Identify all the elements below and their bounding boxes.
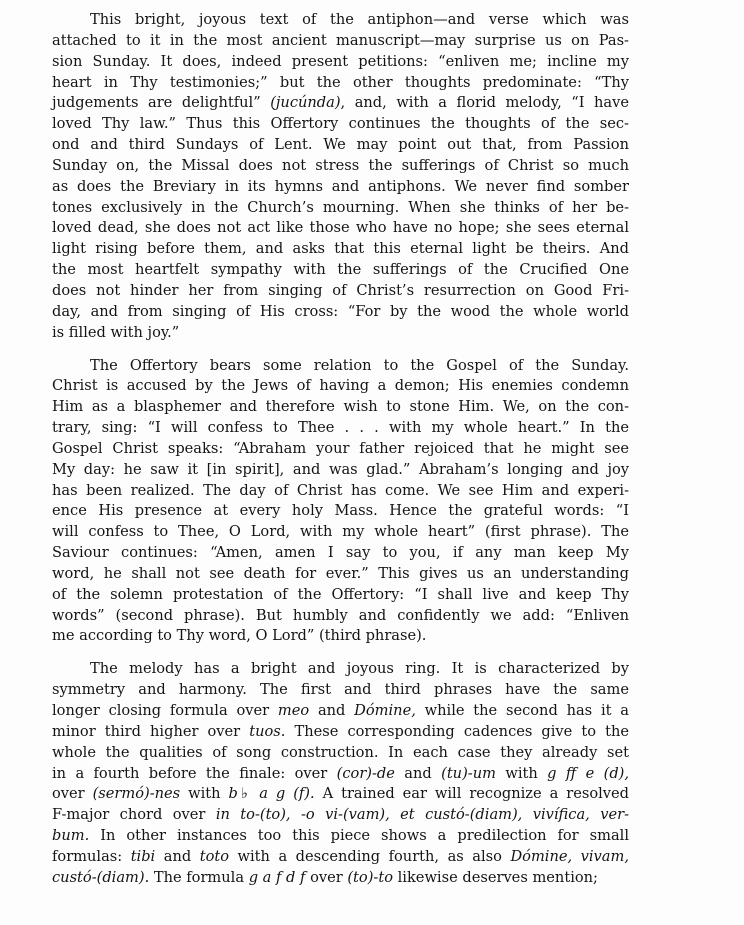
- text-line: [52, 356, 629, 377]
- text-span: attached to it in the most ancient manuscript—may surprise us on Pas-: [52, 31, 629, 49]
- text-line: [52, 606, 629, 627]
- text-line: [52, 218, 629, 239]
- text-span: Him as a blasphemer and therefore wish to stone Him. We, on the con-: [52, 398, 629, 416]
- text-line: [52, 460, 629, 481]
- text-span: whole the qualities of song construction. In each case they already set: [52, 743, 629, 761]
- text-span: with a descending fourth, as also: [229, 847, 511, 865]
- text-line: [52, 784, 629, 805]
- text-line: [52, 10, 629, 31]
- text-span: over: [52, 785, 93, 803]
- text-span: tones exclusively in the Church’s mourning. When she thinks of her be-: [52, 198, 629, 216]
- text-line: [52, 302, 629, 323]
- text-line: [52, 31, 629, 52]
- text-line: [52, 135, 629, 156]
- text-span: My day: he saw it [in spirit], and was glad.” Abraham’s longing and joy: [52, 460, 629, 478]
- paragraph: [52, 10, 629, 344]
- text-span: The Offertory bears some relation to the Gospel of the Sunday.: [90, 356, 629, 374]
- text-span: minor third higher over: [52, 722, 250, 740]
- text-span: while the second has it a: [415, 702, 629, 719]
- text-span: does not hinder her from singing of Christ’s resurrection on Good Fri-: [52, 281, 629, 299]
- text-span: and: [155, 847, 200, 865]
- text-line: [52, 73, 629, 94]
- italic-span: g ff e (d),: [547, 764, 629, 782]
- text-span: light rising before them, and asks that this eternal light be theirs. And: [52, 240, 629, 258]
- italic-span: Dómine,: [354, 702, 416, 719]
- text-line: [52, 281, 629, 302]
- text-span: the most heartfelt sympathy with the sufferings of the Crucified One: [52, 261, 629, 279]
- text-span: longer closing formula over: [52, 702, 278, 719]
- italic-span: (sermó)-nes: [92, 785, 181, 803]
- italic-span: tuos.: [249, 722, 286, 740]
- italic-span: g a f d f: [248, 868, 306, 886]
- text-line: [52, 323, 629, 344]
- text-line: [52, 52, 629, 73]
- text-span: me according to Thy word, O Lord” (third phrase).: [52, 627, 427, 645]
- text-line: [52, 585, 629, 606]
- text-line: [52, 239, 629, 260]
- text-line: [52, 501, 629, 522]
- text-span: This bright, joyous text of the antiphon—and verse which was: [90, 11, 629, 28]
- text-span: , and, with a florid melody, “I have: [340, 94, 629, 112]
- italic-span: (tu)-um: [441, 764, 496, 782]
- body-text: [52, 10, 629, 889]
- text-span: and: [394, 764, 442, 782]
- text-line: [52, 376, 629, 397]
- italic-span: in to-(to), -o vi-(vam), et custó-(diam), vivífica, ver-: [215, 806, 630, 824]
- text-line: [52, 522, 629, 543]
- text-span: Saviour continues: “Amen, amen I say to you, if any man keep My: [52, 544, 629, 562]
- text-span: has been realized. The day of Christ has come. We see Him and experi-: [52, 481, 629, 499]
- text-line: [52, 701, 629, 722]
- text-line: [52, 397, 629, 418]
- italic-span: (jucúnda): [270, 94, 341, 112]
- text-span: and: [309, 702, 355, 719]
- text-span: sion Sunday. It does, indeed present petitions: “enliven me; incline my: [52, 52, 629, 70]
- text-span: of the solemn protestation of the Offertory: “I shall live and keep Thy: [52, 585, 629, 603]
- text-span: over: [305, 868, 348, 886]
- text-span: F-major chord over: [52, 806, 216, 824]
- text-span: is filled with joy.”: [52, 323, 180, 341]
- text-span: judgements are delightful”: [52, 94, 271, 112]
- text-line: [52, 198, 629, 219]
- text-span: as does the Breviary in its hymns and antiphons. We never find somber: [52, 177, 629, 195]
- text-line: [52, 156, 629, 177]
- text-line: [52, 626, 629, 647]
- text-span: symmetry and harmony. The first and third phrases have the same: [52, 681, 629, 699]
- text-line: [52, 847, 629, 868]
- text-span: heart in Thy testimonies;” but the other thoughts predominate: “Thy: [52, 73, 629, 91]
- text-span: The melody has a bright and joyous ring. It is characterized by: [90, 660, 629, 678]
- text-line: [52, 805, 629, 826]
- text-line: [52, 764, 629, 785]
- italic-span: (cor)-de: [336, 764, 395, 782]
- text-line: [52, 743, 629, 764]
- text-line: [52, 722, 629, 743]
- italic-span: Dómine, vivam,: [510, 847, 629, 865]
- text-line: [52, 260, 629, 281]
- italic-span: meo: [277, 702, 310, 719]
- text-span: These corresponding cadences give to the: [285, 722, 629, 740]
- text-line: [52, 481, 629, 502]
- text-span: with: [180, 785, 229, 803]
- text-span: In other instances too this piece shows a predilection for small: [89, 827, 629, 845]
- italic-span: custó-(diam).: [52, 868, 150, 886]
- text-span: Sunday on, the Missal does not stress the sufferings of Christ so much: [52, 156, 629, 174]
- text-line: [52, 114, 629, 135]
- italic-span: bum.: [52, 827, 90, 845]
- text-line: [52, 418, 629, 439]
- text-span: with: [495, 764, 548, 782]
- text-span: loved Thy law.” Thus this Offertory continues the thoughts of the sec-: [52, 115, 629, 133]
- paragraph: [52, 659, 629, 888]
- text-line: [52, 659, 629, 680]
- text-span: will confess to Thee, O Lord, with my whole heart” (first phrase). The: [52, 523, 629, 541]
- text-line: [52, 680, 629, 701]
- text-span: in a fourth before the finale: over: [52, 764, 337, 782]
- text-line: [52, 177, 629, 198]
- text-span: The formula: [149, 868, 249, 886]
- text-span: Christ is accused by the Jews of having a demon; His enemies condemn: [52, 377, 629, 395]
- text-span: word, he shall not see death for ever.” This gives us an understanding: [52, 564, 629, 582]
- text-span: ence His presence at every holy Mass. Hence the grateful words: “I: [52, 502, 629, 520]
- text-line: [52, 564, 629, 585]
- text-line: [52, 826, 629, 847]
- text-line: [52, 868, 629, 889]
- text-span: day, and from singing of His cross: “For by the wood the whole world: [52, 302, 629, 320]
- text-span: words” (second phrase). But humbly and confidently we add: “Enliven: [52, 606, 629, 624]
- text-line: [52, 93, 629, 114]
- text-span: trary, sing: “I will confess to Thee . . . with my whole heart.” In the: [52, 419, 629, 437]
- text-line: [52, 543, 629, 564]
- italic-span: tibi: [130, 847, 156, 865]
- text-span: A trained ear will recognize a resolved: [314, 785, 629, 803]
- text-line: [52, 439, 629, 460]
- italic-span: b♭ a g (f).: [228, 785, 315, 803]
- italic-span: (to)-to: [347, 868, 393, 886]
- text-span: likewise deserves mention;: [392, 868, 598, 886]
- paragraph: [52, 356, 629, 648]
- text-span: formulas:: [52, 847, 131, 865]
- text-span: Gospel Christ speaks: “Abraham your father rejoiced that he might see: [52, 439, 629, 457]
- italic-span: toto: [199, 847, 230, 865]
- text-span: loved dead, she does not act like those who have no hope; she sees eternal: [52, 219, 629, 237]
- text-span: ond and third Sundays of Lent. We may point out that, from Passion: [52, 136, 629, 154]
